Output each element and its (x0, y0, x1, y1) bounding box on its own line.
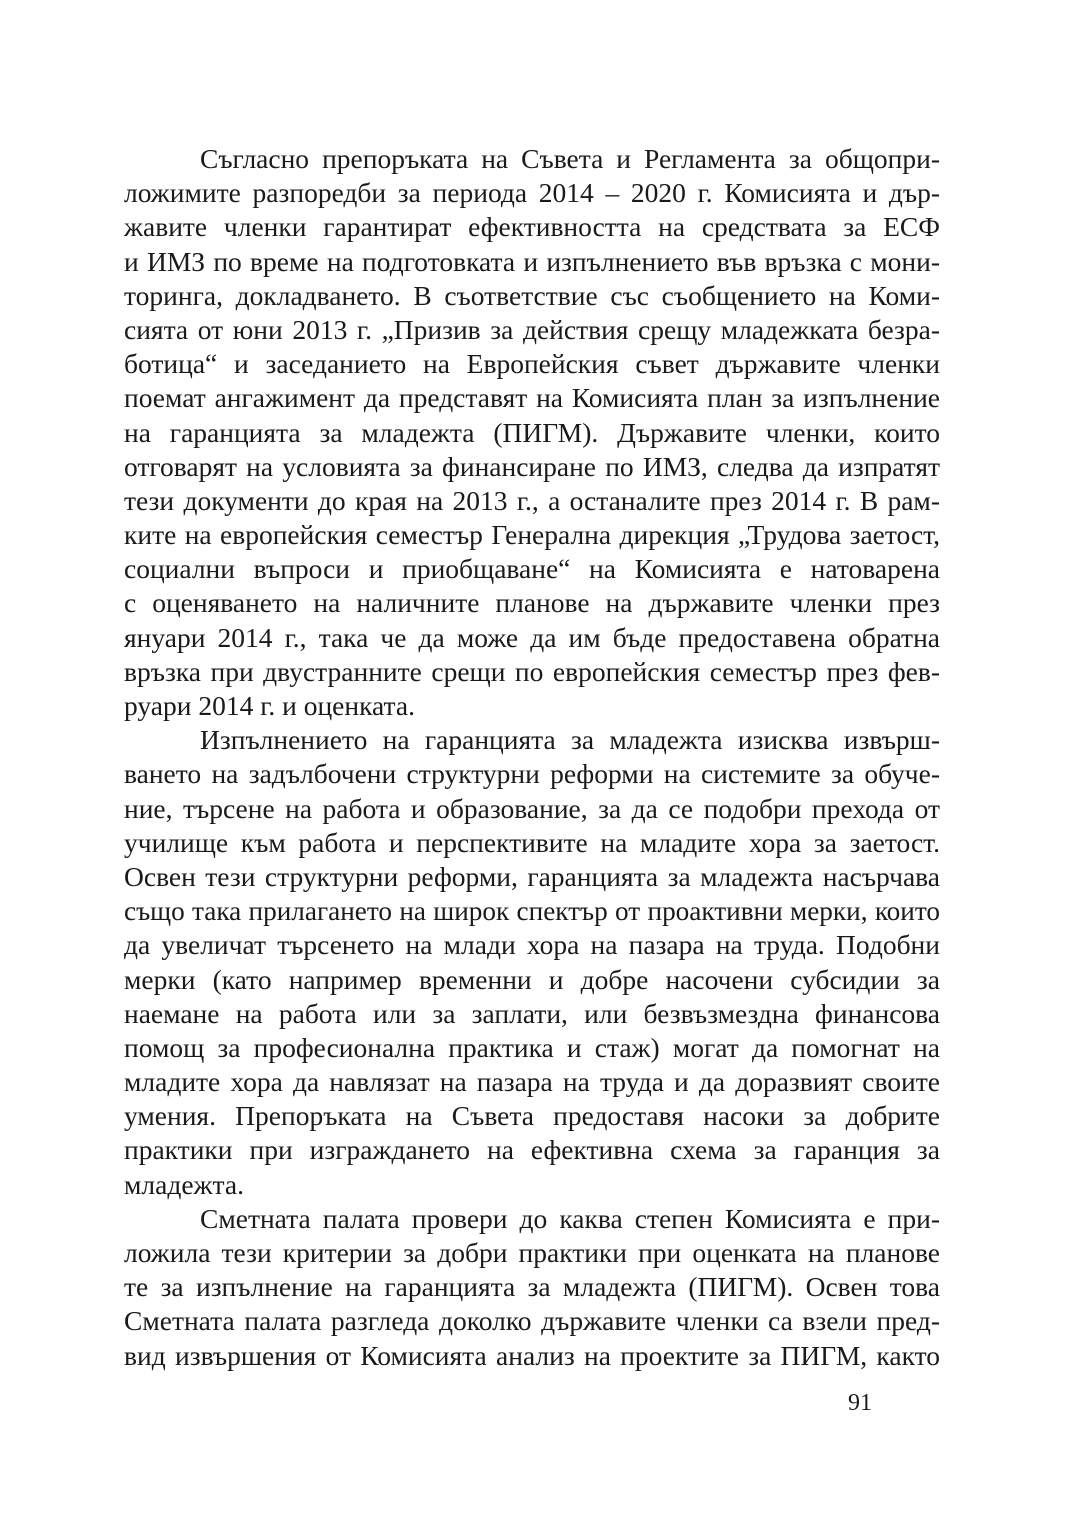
text-line: младежта. (124, 1168, 244, 1200)
text-line: ложимите разпоредби за периода 2014 – 2020 г. Комисията и дър- (124, 177, 940, 209)
text-line: руари 2014 г. и оценката. (124, 690, 415, 721)
text-line: младите хора да навлязат на пазара на труда и да доразвият своите (124, 1066, 940, 1098)
text-line: ние, търсене на работа и образование, за да се подобри прехода от (124, 792, 940, 824)
paragraph-3 (124, 1202, 940, 1373)
text-line: наемане на работа или за заплати, или безвъзмездна финансова (124, 997, 940, 1029)
text-line: януари 2014 г., така че да може да им бъде предоставена обратна (124, 621, 940, 653)
paragraph-2 (124, 723, 940, 1202)
text-line: и ИМЗ по време на подготовката и изпълнението във връзка с мони- (124, 245, 940, 277)
text-line: поемат ангажимент да представят на Комисията план за изпълнение (124, 382, 940, 414)
text-line: те за изпълнение на гаранцията за младежта (ПИГМ). Освен това (124, 1271, 940, 1303)
text-line: отговарят на условията за финансиране по ИМЗ, следва да изпратят (124, 450, 940, 482)
text-line: практики при изграждането на ефективна схема за гаранция за (124, 1134, 940, 1166)
text-line: торинга, докладването. В съответствие със съобщението на Коми- (124, 279, 940, 311)
text-line: сията от юни 2013 г. „Призив за действия срещу младежката безра- (124, 313, 940, 345)
text-line: връзка при двустранните срещи по европейския семестър през фев- (124, 655, 940, 687)
text-line: Съгласно препоръката на Съвета и Регламента за общопри- (200, 143, 940, 174)
text-line: също така прилагането на широк спектър от проактивни мерки, които (124, 896, 940, 927)
paragraph-1 (124, 142, 940, 723)
text-line: на гаранцията за младежта (ПИГМ). Държавите членки, които (124, 416, 940, 448)
text-line: Освен тези структурни реформи, гаранцията за младежта насърчава (124, 860, 940, 892)
page-number: 91 (848, 1390, 872, 1416)
body-text (124, 142, 940, 1373)
text-line: жавите членки гарантират ефективността на средствата за ЕСФ (124, 211, 940, 243)
text-line: да увеличат търсенето на млади хора на пазара на труда. Подобни (124, 929, 940, 961)
text-line: вид извършения от Комисията анализ на проектите за ПИГМ, както (124, 1339, 940, 1371)
text-line: мерки (като например временни и добре насочени субсидии за (124, 963, 940, 995)
text-line: умения. Препоръката на Съвета предоставя насоки за добрите (124, 1100, 940, 1132)
text-line: помощ за професионална практика и стаж) могат да помогнат на (124, 1031, 940, 1063)
text-line: Сметната палата разгледа доколко държавите членки са взели пред- (124, 1305, 940, 1337)
text-line: Сметната палата провери до каква степен Комисията е при- (200, 1202, 940, 1234)
text-line: ботица“ и заседанието на Европейския съвет държавите членки (124, 348, 940, 380)
text-line: ването на задълбочени структурни реформи на системите за обуче- (124, 758, 940, 790)
text-line: с оценяването на наличните планове на държавите членки през (124, 587, 940, 619)
text-line: ложила тези критерии за добри практики при оценката на планове (124, 1237, 940, 1268)
text-line: Изпълнението на гаранцията за младежта изисква извърш- (200, 724, 940, 756)
text-line: тези документи до края на 2013 г., а останалите през 2014 г. В рам- (124, 484, 940, 516)
text-line: училище към работа и перспективите на младите хора за заетост. (124, 826, 940, 858)
text-line: ките на европейския семестър Генерална дирекция „Трудова заетост, (124, 519, 940, 551)
text-line: социални въпроси и приобщаване“ на Комисията е натоварена (124, 553, 940, 585)
